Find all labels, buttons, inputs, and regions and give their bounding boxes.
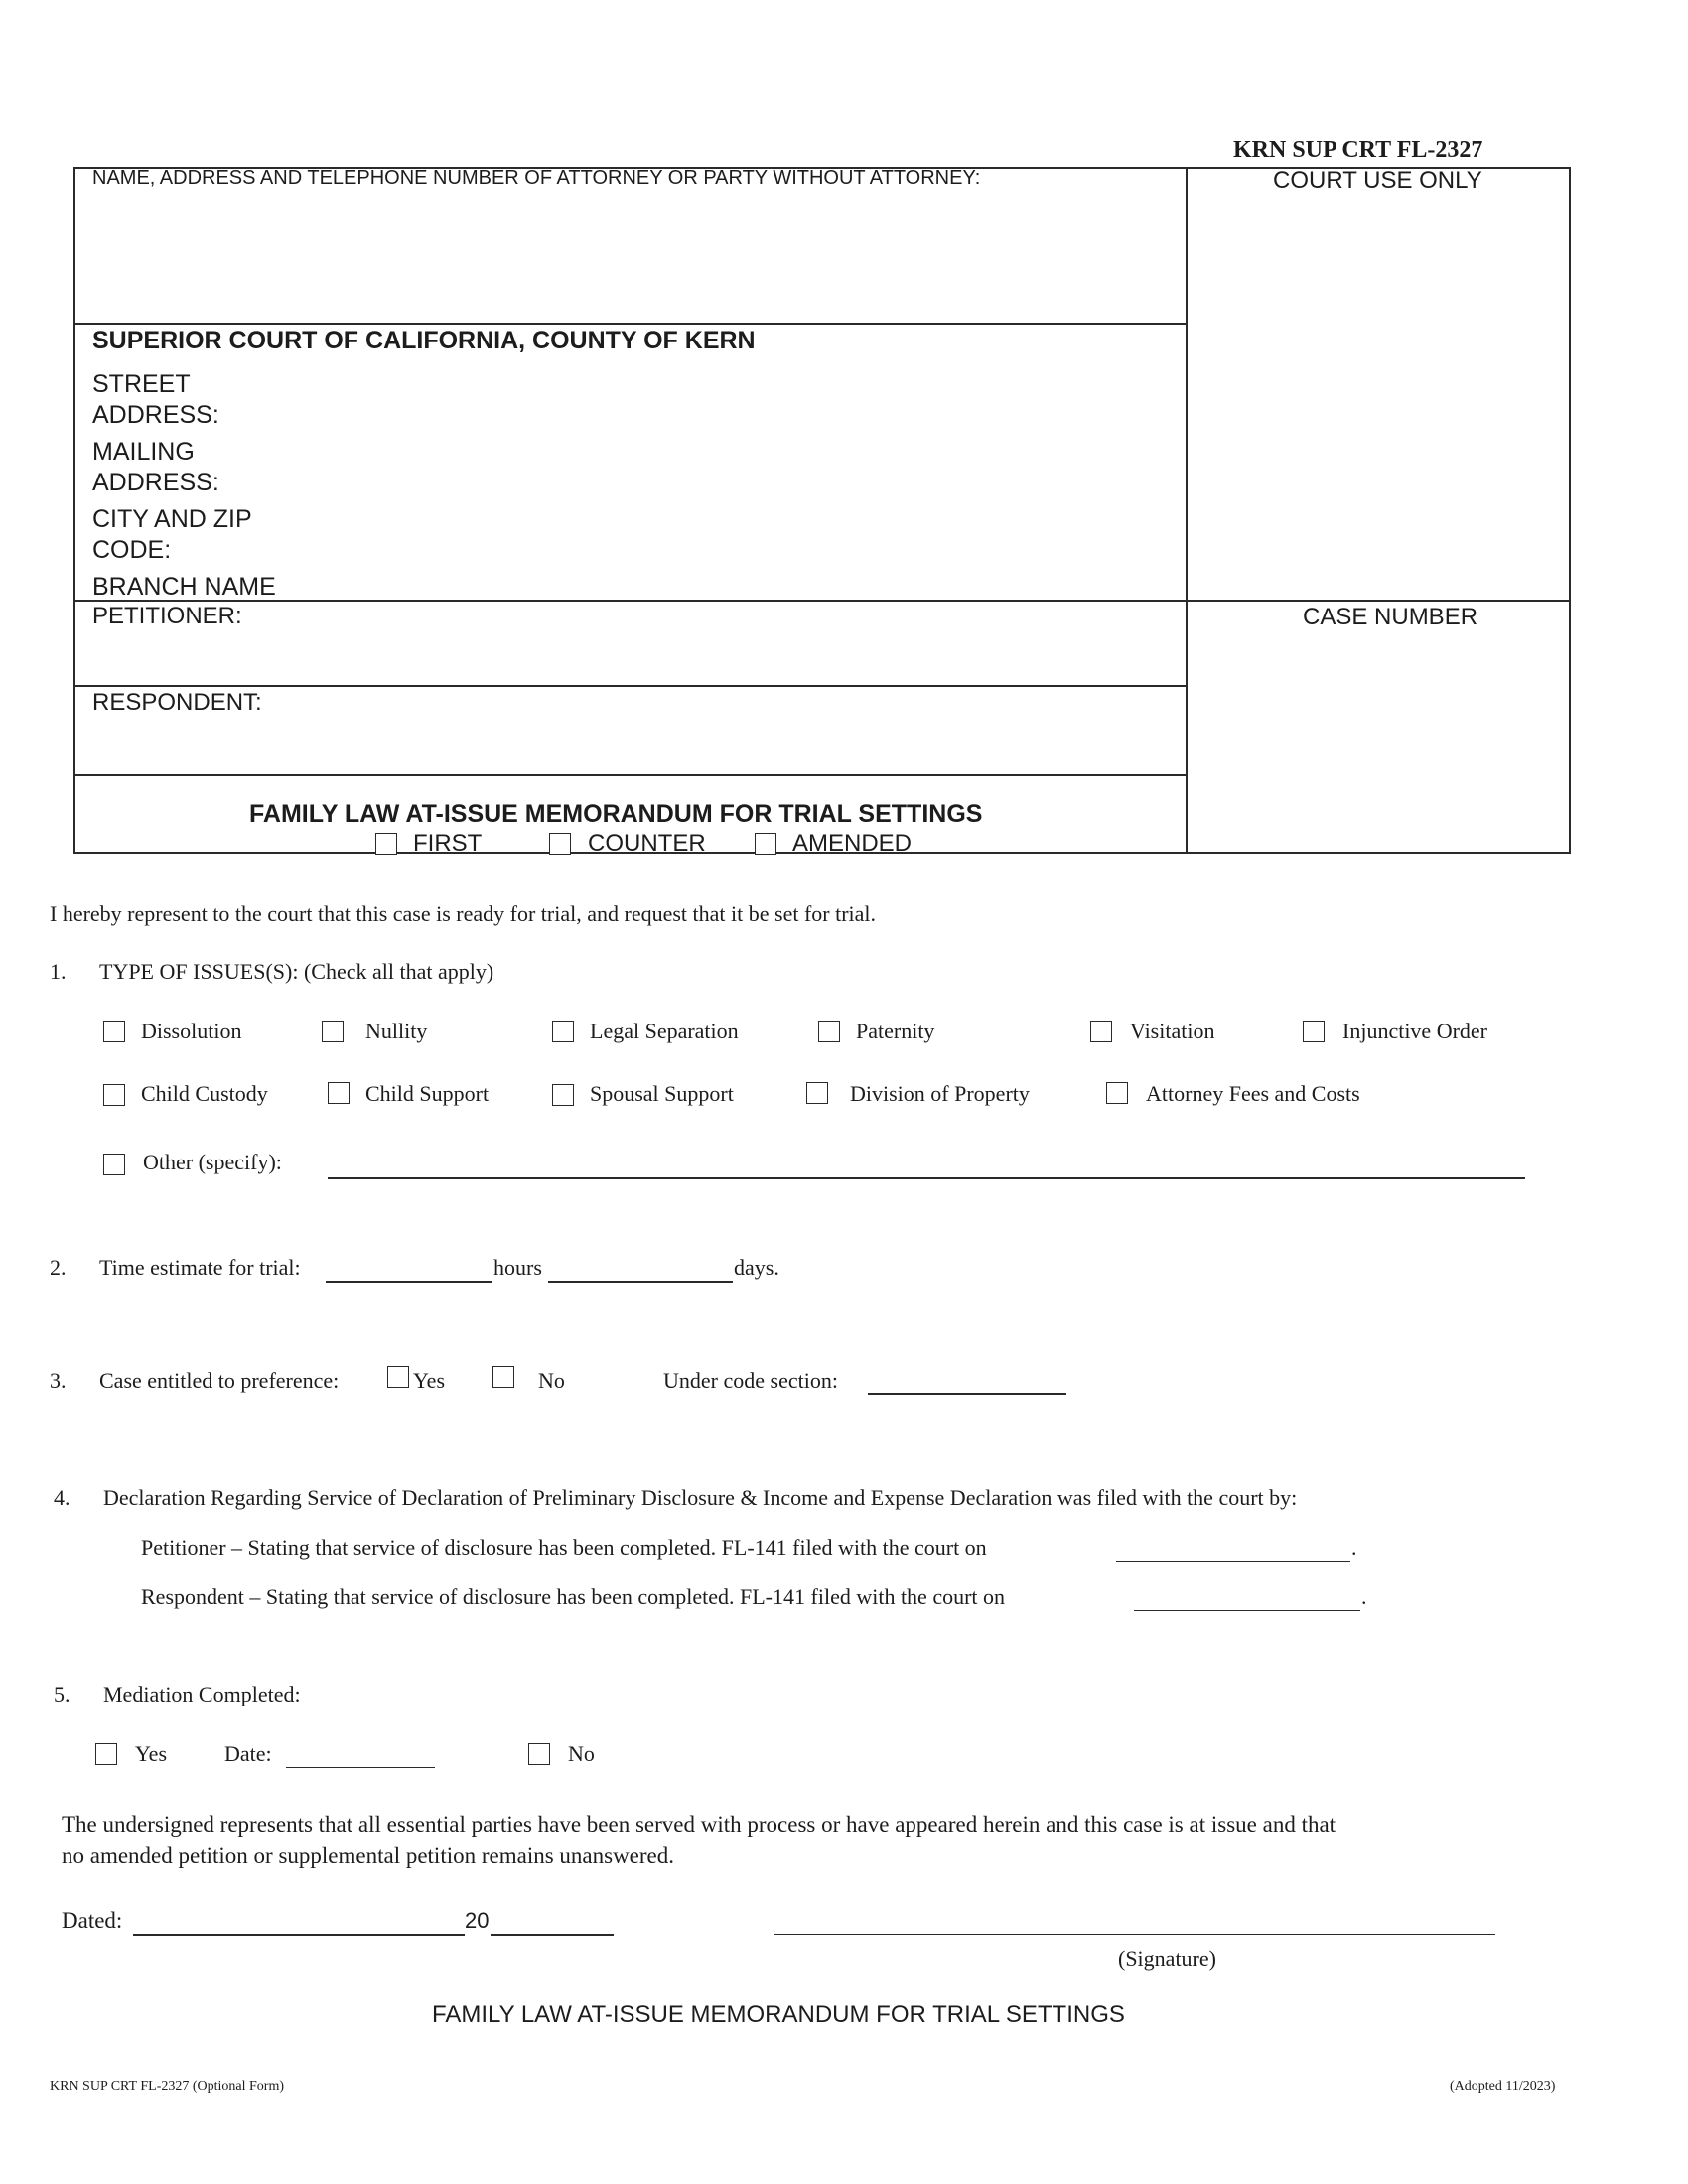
mediation-label: Mediation Completed: xyxy=(103,1682,301,1706)
amended-checkbox[interactable] xyxy=(755,833,776,855)
caption-divider-court xyxy=(73,600,1571,602)
section1-title: TYPE OF ISSUES(S): (Check all that apply) xyxy=(99,959,494,984)
petitioner-disclosure-text: Petitioner – Stating that service of disclosure has been completed. FL-141 filed with the court on xyxy=(141,1535,987,1560)
time-estimate-label: Time estimate for trial: xyxy=(99,1255,301,1280)
section3-number: 3. xyxy=(50,1368,67,1393)
counter-checkbox[interactable] xyxy=(549,833,571,855)
caption-divider-title xyxy=(73,774,1186,776)
injunctive-order-checkbox[interactable] xyxy=(1303,1021,1325,1042)
respondent-disclosure-text: Respondent – Stating that service of disclosure has been completed. FL-141 filed with the court on xyxy=(141,1584,1006,1609)
dated-field[interactable] xyxy=(133,1934,465,1936)
caption-divider-parties xyxy=(73,685,1186,687)
caption-divider-attorney xyxy=(73,323,1186,325)
preference-yes-label: Yes xyxy=(413,1368,446,1393)
attorney-label: NAME, ADDRESS AND TELEPHONE NUMBER OF ATTORNEY OR PARTY WITHOUT ATTORNEY: xyxy=(92,167,981,189)
year-field[interactable] xyxy=(491,1934,614,1936)
section1-number: 1. xyxy=(50,959,67,984)
signature-label: (Signature) xyxy=(1118,1946,1216,1971)
preference-no-checkbox[interactable] xyxy=(492,1366,514,1388)
child-custody-checkbox[interactable] xyxy=(103,1084,125,1106)
hours-label: hours xyxy=(493,1255,542,1280)
counter-label: COUNTER xyxy=(588,830,706,857)
section4-number: 4. xyxy=(54,1485,70,1510)
preference-yes-checkbox[interactable] xyxy=(387,1366,409,1388)
spousal-support-label: Spousal Support xyxy=(590,1081,734,1106)
petitioner-field[interactable] xyxy=(258,604,1172,681)
attestation-line2: no amended petition or supplemental petition remains unanswered. xyxy=(62,1843,675,1868)
court-use-only-label: COURT USE ONLY xyxy=(1273,167,1482,194)
city-zip-label xyxy=(92,504,252,566)
code-section-field[interactable] xyxy=(868,1393,1066,1395)
first-label: FIRST xyxy=(413,830,483,857)
visitation-checkbox[interactable] xyxy=(1090,1021,1112,1042)
street-address-line2: ADDRESS: xyxy=(92,401,219,429)
mediation-no-label: No xyxy=(568,1741,595,1766)
other-specify-field[interactable] xyxy=(328,1177,1525,1179)
attestation-text xyxy=(62,1809,1336,1872)
other-label: Other (specify): xyxy=(143,1150,282,1174)
mediation-yes-label: Yes xyxy=(135,1741,168,1766)
mediation-no-checkbox[interactable] xyxy=(528,1743,550,1765)
petitioner-filed-date-field[interactable] xyxy=(1116,1561,1350,1562)
paternity-label: Paternity xyxy=(856,1019,935,1043)
footer-adopted: (Adopted 11/2023) xyxy=(1450,2079,1556,2094)
dissolution-label: Dissolution xyxy=(141,1019,242,1043)
child-custody-label: Child Custody xyxy=(141,1081,268,1106)
signature-field[interactable] xyxy=(774,1934,1495,1935)
legal-separation-label: Legal Separation xyxy=(590,1019,739,1043)
court-name: SUPERIOR COURT OF CALIFORNIA, COUNTY OF KERN xyxy=(92,327,756,354)
respondent-label: RESPONDENT: xyxy=(92,689,262,716)
petitioner-line-period: . xyxy=(1351,1535,1357,1560)
branch-name-label: BRANCH NAME xyxy=(92,573,276,601)
code-section-label: Under code section: xyxy=(663,1368,838,1393)
dissolution-checkbox[interactable] xyxy=(103,1021,125,1042)
street-address-line1: STREET xyxy=(92,370,191,398)
visitation-label: Visitation xyxy=(1130,1019,1215,1043)
division-of-property-label: Division of Property xyxy=(850,1081,1030,1106)
footer-title: FAMILY LAW AT-ISSUE MEMORANDUM FOR TRIAL SETTINGS xyxy=(432,2001,1125,2028)
other-checkbox[interactable] xyxy=(103,1154,125,1175)
petitioner-label: PETITIONER: xyxy=(92,603,242,629)
intro-text: I hereby represent to the court that this case is ready for trial, and request that it be set for trial. xyxy=(50,901,877,926)
respondent-line-period: . xyxy=(1361,1584,1367,1609)
attorney-field[interactable] xyxy=(89,195,1172,316)
first-checkbox[interactable] xyxy=(375,833,397,855)
preference-no-label: No xyxy=(538,1368,565,1393)
paternity-checkbox[interactable] xyxy=(818,1021,840,1042)
attorney-fees-label: Attorney Fees and Costs xyxy=(1146,1081,1360,1106)
caption-divider-vertical xyxy=(1186,167,1188,854)
respondent-field[interactable] xyxy=(268,689,1172,768)
days-label: days. xyxy=(734,1255,779,1280)
attestation-line1: The undersigned represents that all essential parties have been served with process or have appeared herein and this case is at issue and that xyxy=(62,1812,1336,1837)
dated-label: Dated: xyxy=(62,1908,123,1933)
mediation-yes-checkbox[interactable] xyxy=(95,1743,117,1765)
division-of-property-checkbox[interactable] xyxy=(806,1082,828,1104)
hours-field[interactable] xyxy=(326,1281,492,1283)
child-support-label: Child Support xyxy=(365,1081,490,1106)
mailing-address-line1: MAILING xyxy=(92,438,195,466)
child-support-checkbox[interactable] xyxy=(328,1082,350,1104)
caption-form-title: FAMILY LAW AT-ISSUE MEMORANDUM FOR TRIAL SETTINGS xyxy=(249,800,983,828)
spousal-support-checkbox[interactable] xyxy=(552,1084,574,1106)
section2-number: 2. xyxy=(50,1255,67,1280)
case-number-field[interactable] xyxy=(1192,635,1565,848)
city-zip-line2: CODE: xyxy=(92,536,172,564)
case-number-label: CASE NUMBER xyxy=(1303,604,1478,630)
declaration-label: Declaration Regarding Service of Declaration of Preliminary Disclosure & Income and Expense Declaration was filed with the court by: xyxy=(103,1485,1298,1510)
respondent-filed-date-field[interactable] xyxy=(1134,1610,1360,1611)
legal-separation-checkbox[interactable] xyxy=(552,1021,574,1042)
section5-number: 5. xyxy=(54,1682,70,1706)
mediation-date-label: Date: xyxy=(224,1741,272,1766)
nullity-label: Nullity xyxy=(365,1019,428,1043)
mailing-address-label xyxy=(92,437,219,498)
footer-form-id: KRN SUP CRT FL-2327 (Optional Form) xyxy=(50,2079,285,2094)
days-field[interactable] xyxy=(548,1281,733,1283)
form-code: KRN SUP CRT FL-2327 xyxy=(1233,137,1483,163)
preference-label: Case entitled to preference: xyxy=(99,1368,340,1393)
city-zip-line1: CITY AND ZIP xyxy=(92,505,252,533)
injunctive-order-label: Injunctive Order xyxy=(1342,1019,1487,1043)
nullity-checkbox[interactable] xyxy=(322,1021,344,1042)
amended-label: AMENDED xyxy=(792,830,913,857)
mediation-date-field[interactable] xyxy=(286,1767,435,1768)
mailing-address-line2: ADDRESS: xyxy=(92,469,219,496)
attorney-fees-checkbox[interactable] xyxy=(1106,1082,1128,1104)
year-prefix: 20 xyxy=(465,1908,490,1933)
street-address-label xyxy=(92,369,219,431)
